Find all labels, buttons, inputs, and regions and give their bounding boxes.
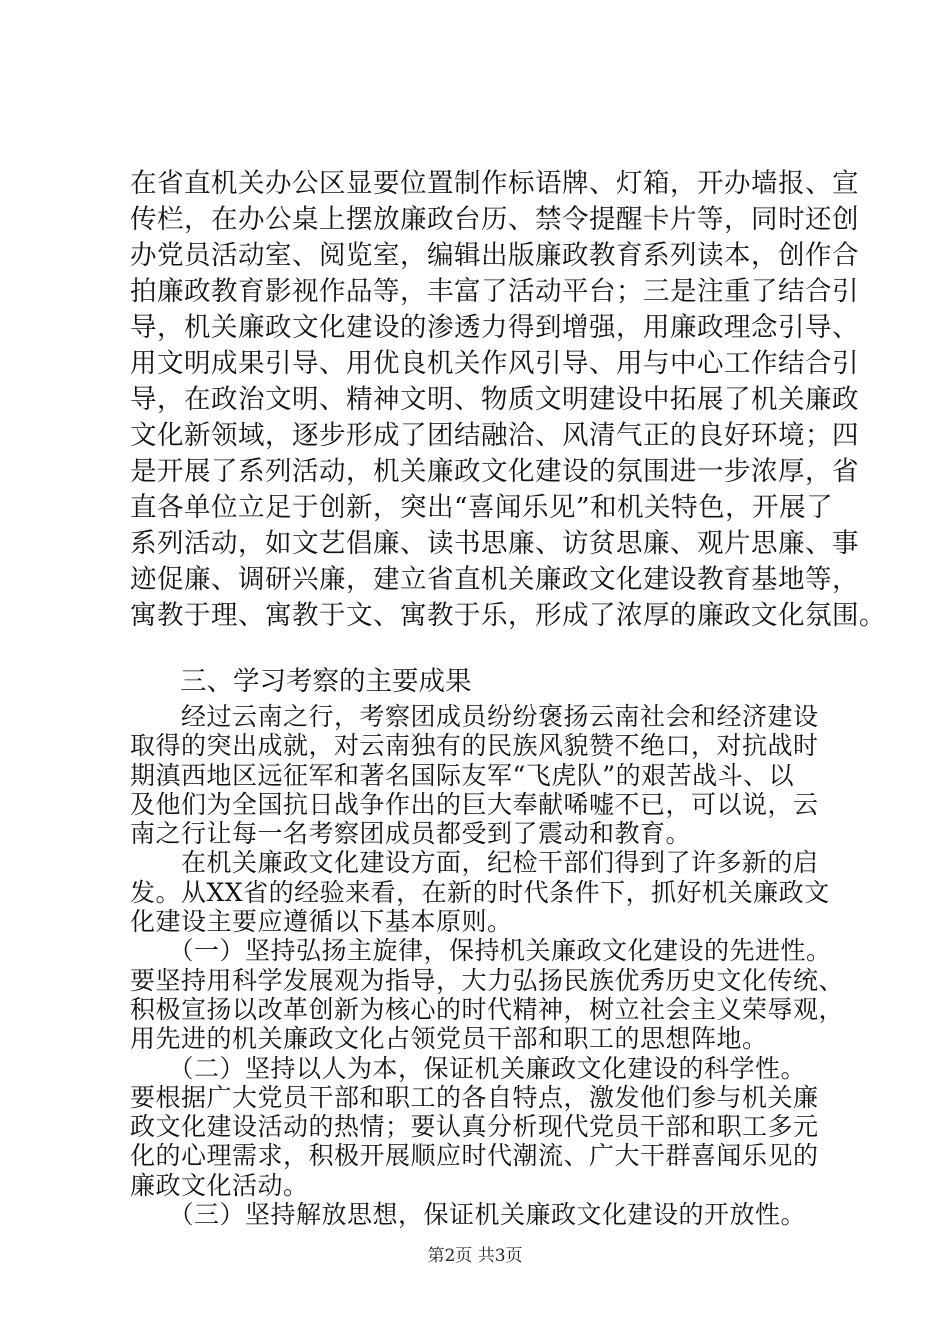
text-line: 期滇西地区远征军和著名国际友军“飞虎队”的艰苦战斗、以 [130, 761, 795, 790]
text-line: 政文化建设活动的热情；要认真分析现代党员干部和职工多元 [130, 1112, 819, 1141]
text-line: 廉政文化活动。 [130, 1171, 309, 1200]
text-line: （一）坚持弘扬主旋律，保持机关廉政文化建设的先进性。 [130, 936, 832, 965]
text-line: 经过云南之行，考察团成员纷纷褒扬云南社会和经济建设 [130, 702, 819, 731]
text-line: 办党员活动室、阅览室，编辑出版廉政教育系列读本，创作合 [130, 240, 859, 271]
text-line: 要根据广大党员干部和职工的各自特点，激发他们参与机关廉 [130, 1083, 819, 1112]
text-line: 化建设主要应遵循以下基本原则。 [130, 907, 513, 936]
text-line: 导，在政治文明、精神文明、物质文明建设中拓展了机关廉政 [130, 384, 859, 415]
text-line: 文化新领域，逐步形成了团结融洽、风清气正的良好环境；四 [130, 420, 859, 451]
text-line: 是开展了系列活动，机关廉政文化建设的氛围进一步浓厚，省 [130, 456, 859, 487]
text-line: 取得的突出成就，对云南独有的民族风貌赞不绝口，对抗战时 [130, 731, 819, 760]
text-line: 化的心理需求，积极开展顺应时代潮流、广大干群喜闻乐见的 [130, 1141, 819, 1170]
text-line: 南之行让每一名考察团成员都受到了震动和教育。 [130, 819, 692, 848]
section-heading: 三、学习考察的主要成果 [180, 666, 472, 697]
text-line: 迹促廉、调研兴廉，建立省直机关廉政文化建设教育基地等， [130, 564, 859, 595]
text-line: （三）坚持解放思想，保证机关廉政文化建设的开放性。 [130, 1200, 807, 1229]
text-line: 直各单位立足于创新，突出“喜闻乐见”和机关特色，开展了 [130, 492, 834, 523]
text-line: 发。从XX省的经验来看，在新的时代条件下，抓好机关廉政文 [130, 878, 830, 907]
text-line: 在机关廉政文化建设方面，纪检干部们得到了许多新的启 [130, 848, 819, 877]
text-line: 寓教于理、寓教于文、寓教于乐，形成了浓厚的廉政文化氛围。 [130, 600, 886, 631]
text-line: 用先进的机关廉政文化占领党员干部和职工的思想阵地。 [130, 1024, 768, 1053]
text-line: 拍廉政教育影视作品等，丰富了活动平台；三是注重了结合引 [130, 276, 859, 307]
text-line: 及他们为全国抗日战争作出的巨大奉献唏嘘不已，可以说，云 [130, 790, 819, 819]
text-line: 系列活动，如文艺倡廉、读书思廉、访贫思廉、观片思廉、事 [130, 528, 859, 559]
text-line: 导，机关廉政文化建设的渗透力得到增强，用廉政理念引导、 [130, 312, 859, 343]
text-line: 传栏，在办公桌上摆放廉政台历、禁令提醒卡片等，同时还创 [130, 204, 859, 235]
page-footer: 第2页 共3页 [427, 1246, 523, 1266]
text-line: 积极宣扬以改革创新为核心的时代精神，树立社会主义荣辱观， [130, 995, 845, 1024]
text-line: 要坚持用科学发展观为指导，大力弘扬民族优秀历史文化传统、 [130, 966, 845, 995]
text-line: （二）坚持以人为本，保证机关廉政文化建设的科学性。 [130, 1054, 807, 1083]
text-line: 在省直机关办公区显要位置制作标语牌、灯箱，开办墙报、宣 [130, 168, 859, 199]
text-line: 用文明成果引导、用优良机关作风引导、用与中心工作结合引 [130, 348, 859, 379]
